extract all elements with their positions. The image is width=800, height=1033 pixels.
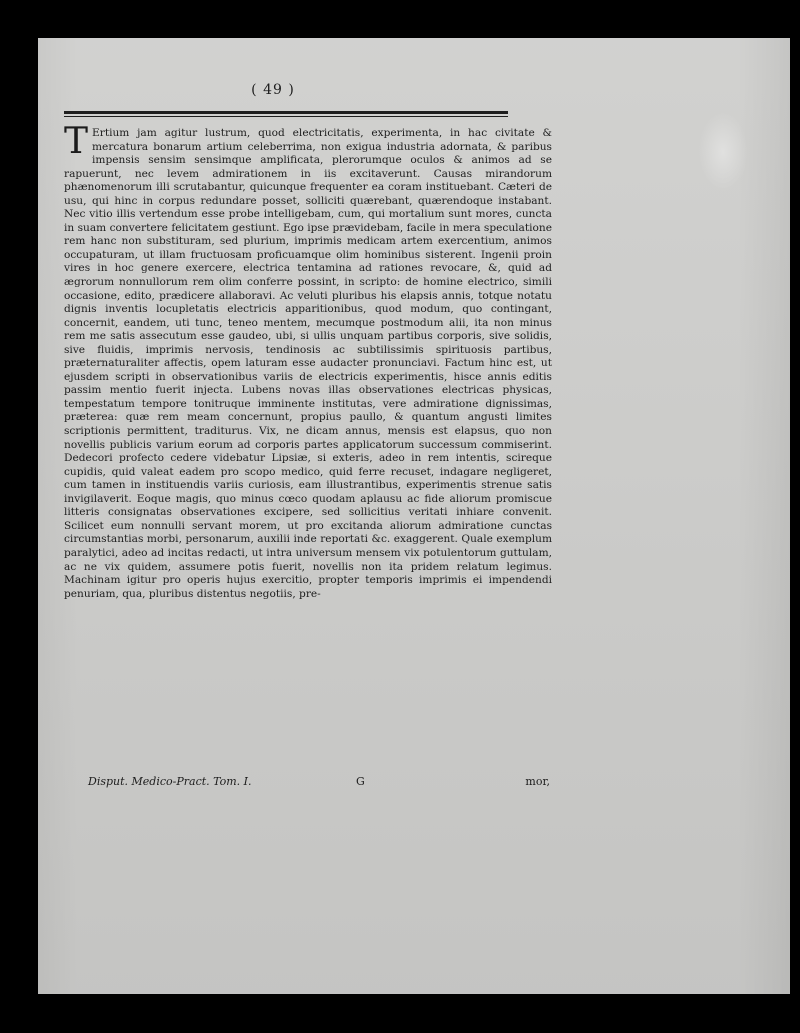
body-text	[64, 121, 552, 601]
signature-mark: G	[356, 775, 365, 788]
scan-border-right	[790, 38, 800, 994]
book-page	[38, 38, 790, 994]
paper-stain	[698, 112, 748, 192]
header-rule-thick	[64, 111, 508, 114]
page-footer	[88, 775, 550, 791]
page-number: ( 49 )	[251, 82, 295, 98]
running-footer-title: Disput. Medico-Pract. Tom. I.	[88, 775, 252, 788]
catchword: mor,	[525, 775, 550, 788]
body-paragraph: Ertium jam agitur lustrum, quod electricitatis, experimenta, in hac civitate & mercatura bonarum artium celeberrima, non exigua industria adornata, & paribus impensis sensim sensimque amplificata, plerorumque oculos & animos ad se rapuerunt, nec levem admirationem in iis excitaverunt. Causas mirandorum phænomenorum illi scrutabantur, quicunque frequenter ea coram instituebant. Cæteri de usu, qui hinc in corpus redundare posset, solliciti quærebant, quærendoque instabant. Nec vitio illis vertendum esse probe intelligebam, cum, qui mortalium sunt mores, cuncta in suam convertere felicitatem gestiunt. Ego ipse prævidebam, facile in mera speculatione rem hanc non substituram, sed plurium, imprimis medicam artem exercentium, animos occupaturam, ut illam fructuosam proficuamque olim hominibus sisterent. Ingenii proin vires in hoc genere exercere, electrica tentamina ad rationes revocare, &, quid ad ægrorum nonnullorum rem olim conferre possint, in scripto: de homine electrico, simili occasione, edito, prædicere allaboravi. Ac veluti pluribus his elapsis annis, totque notatu dignis inventis locupletatis electricis apparitionibus, quod modum, quo contingant, concernit, eandem, uti tunc, teneo mentem, mecumque postmodum alii, ita non minus rem me satis assecutum esse gaudeo, ubi, si ullis unquam partibus corporis, sive solidis, sive fluidis, imprimis nervosis, tendinosis ac subtilissimis spirituosis partibus, præternaturaliter affectis, opem laturam esse audacter pronunciavi. Factum hinc est, ut ejusdem scripti in observationibus variis de electricis experimentis, hisce annis editis passim mentio fuerit injecta. Lubens novas illas observationes electricas physicas, tempestatum tempore tonitruque imminente institutas, vere admiratione dignissimas, præterea: quæ rem meam concernunt, propius paullo, & quantum angusti limites scriptionis permittent, traditurus. Vix, ne dicam annus, mensis est elapsus, quo non novellis publicis varium eorum ad corporis partes applicatorum successum commiserint. Dedecori profecto cedere videbatur Lipsiæ, si exteris, adeo in rem intentis, scireque cupidis, quid valeat eadem pro scopo medico, quid ferre recuset, indagare negligeret, cum tamen in instituendis variis curiosis, eam illustrantibus, experimentis strenue satis invigilaverit. Eoque magis, quo minus cœco quodam aplausu ac fide aliorum promiscue litteris consignatas observationes excipere, sed sollicitius veritati inhiare convenit. Scilicet eum nonnulli servant morem, ut pro excitanda aliorum admiratione cunctas circumstantias morbi, personarum, auxilii inde reportati &c. exaggerent. Quale exemplum paralytici, adeo ad incitas redacti, ut intra universum mensem vix potulentorum guttulam, ac ne vix quidem, assumere potis fuerit, novellis non ita pridem relatum legimus. Machinam igitur pro operis hujus exercitio, propter temporis imprimis ei impendendi penuriam, qua, pluribus distentus negotiis, pre-	[64, 127, 552, 600]
drop-cap: T	[64, 121, 89, 162]
header-rule-thin	[64, 116, 508, 117]
